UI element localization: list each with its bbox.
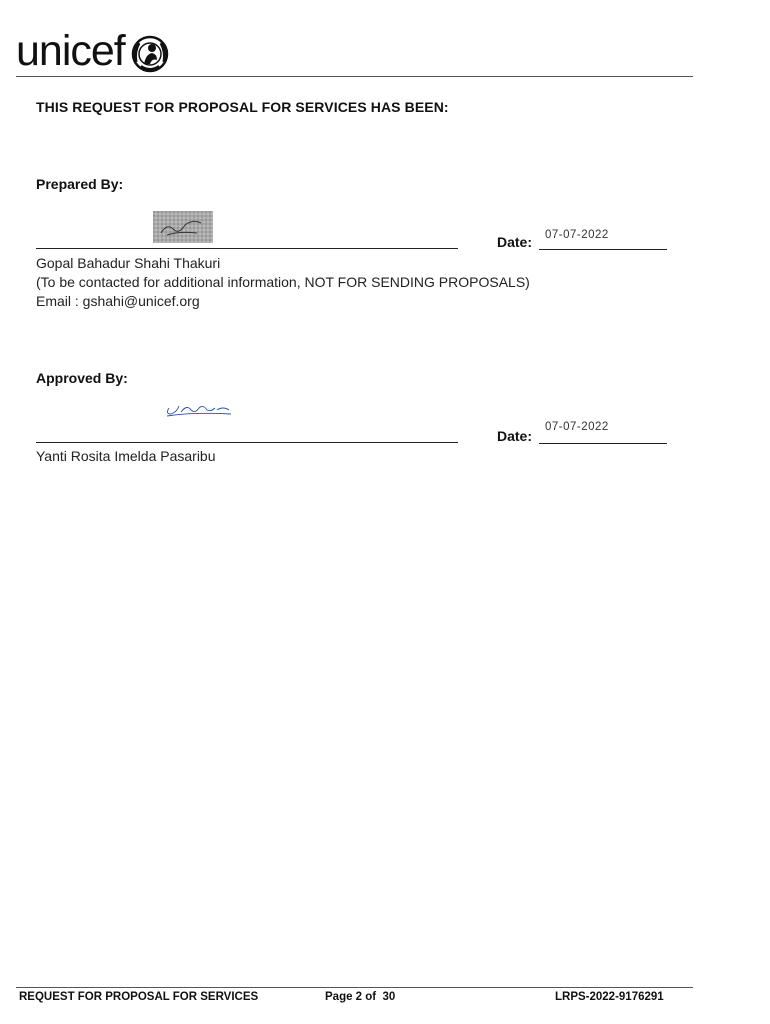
approved-date-line (539, 443, 667, 444)
footer-rule (16, 987, 693, 988)
approved-date-label: Date: (497, 428, 533, 444)
prepared-date-line (539, 249, 667, 250)
approved-signature-image (163, 400, 235, 420)
prepared-by-note: (To be contacted for additional information, NOT FOR SENDING PROPOSALS) (36, 274, 530, 290)
prepared-by-name: Gopal Bahadur Shahi Thakuri (36, 255, 221, 271)
prepared-date-value: 07-07-2022 (545, 229, 609, 241)
footer-reference-number: LRPS-2022-9176291 (555, 991, 664, 1003)
unicef-logo: unicef (16, 27, 125, 75)
approved-by-name: Yanti Rosita Imelda Pasaribu (36, 448, 216, 464)
document-heading: THIS REQUEST FOR PROPOSAL FOR SERVICES HAS BEEN: (36, 99, 449, 115)
approved-by-label: Approved By: (36, 370, 128, 386)
footer-page-number: Page 2 of 30 (325, 991, 396, 1003)
prepared-date-label: Date: (497, 234, 533, 250)
approved-signature-line (36, 442, 458, 443)
un-emblem-icon (130, 34, 170, 74)
header-rule (16, 76, 693, 77)
approved-date-value: 07-07-2022 (545, 421, 609, 433)
prepared-by-label: Prepared By: (36, 176, 124, 192)
prepared-signature-line (36, 248, 458, 249)
prepared-by-email: Email : gshahi@unicef.org (36, 293, 200, 309)
prepared-signature-image (153, 211, 213, 243)
footer-document-title: REQUEST FOR PROPOSAL FOR SERVICES (19, 991, 259, 1003)
